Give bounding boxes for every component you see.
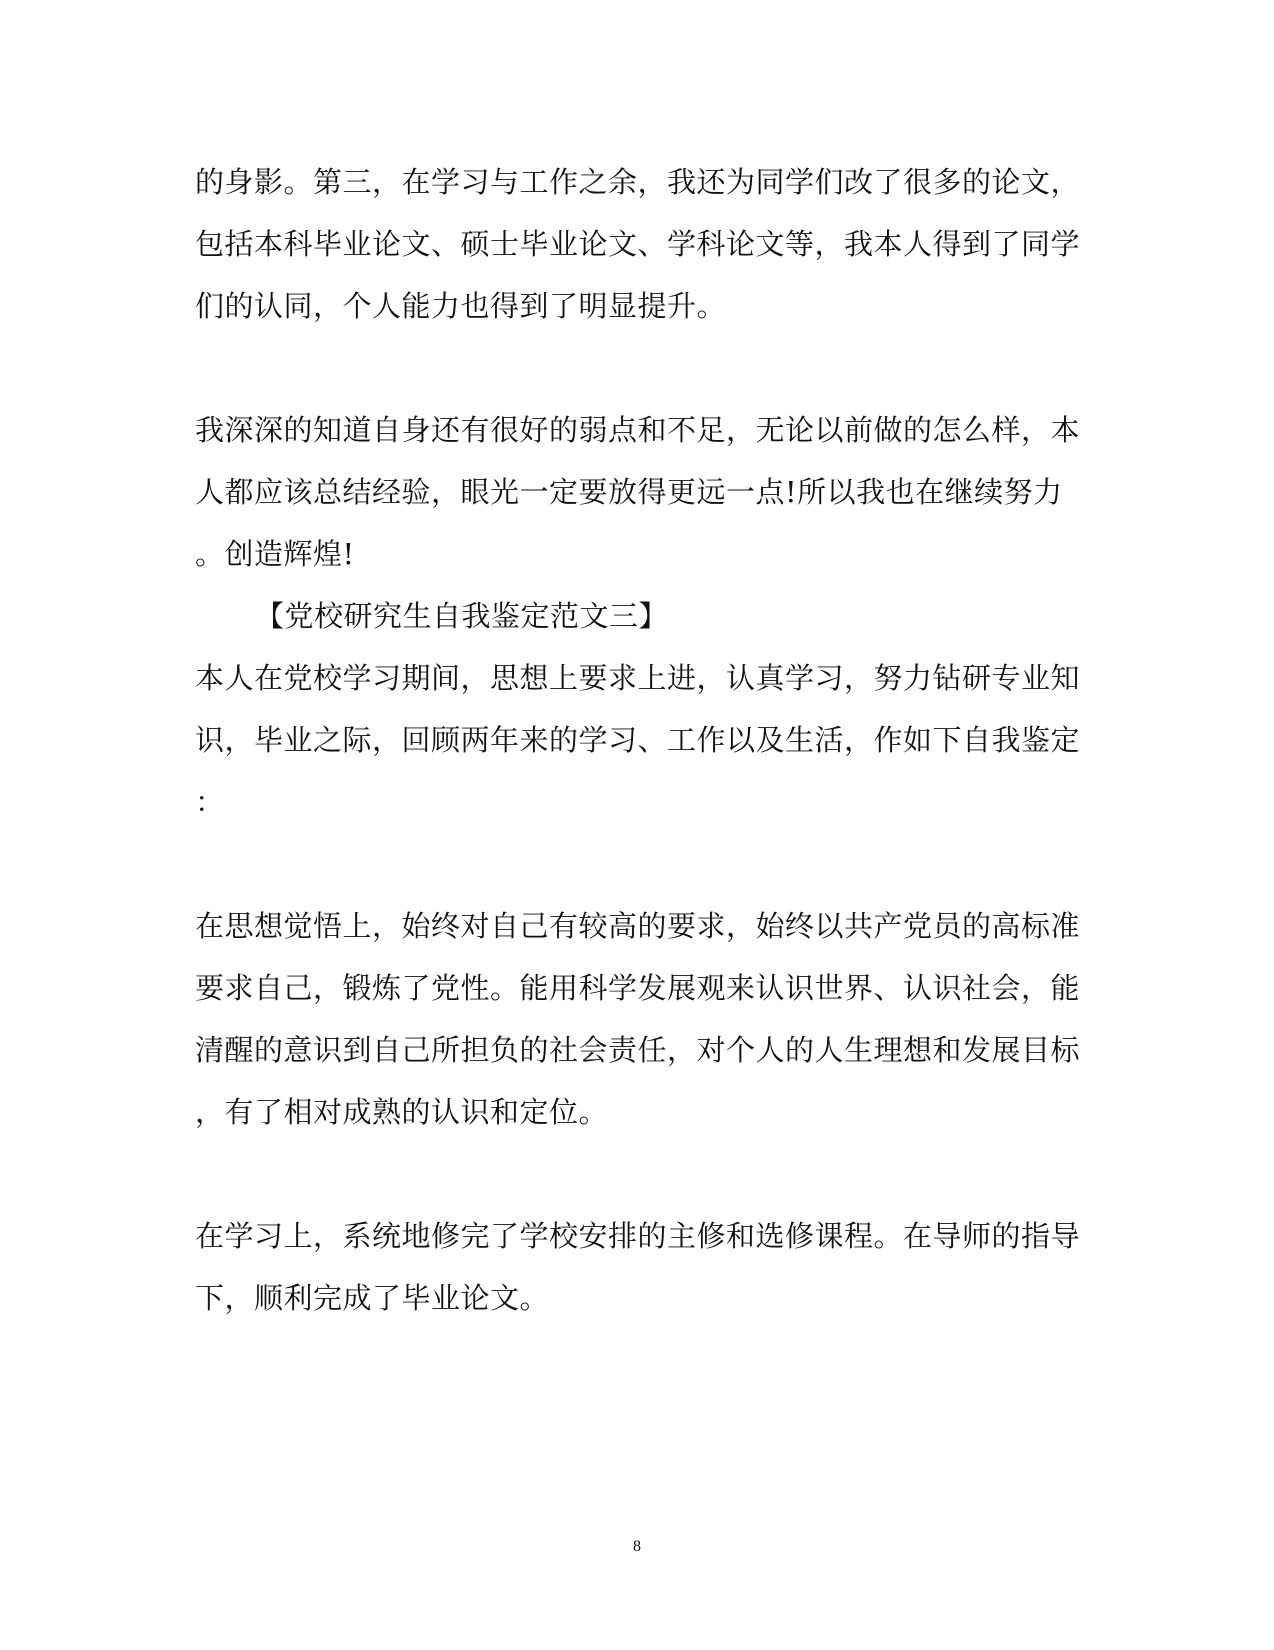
text-line: 的身影。第三，在学习与工作之余，我还为同学们改了很多的论文，: [195, 165, 1081, 199]
text-line: 我深深的知道自身还有很好的弱点和不足，无论以前做的怎么样，本: [195, 413, 1081, 447]
text-line: 识，毕业之际，回顾两年来的学习、工作以及生活，作如下自我鉴定: [195, 723, 1081, 757]
text-line: 在学习上，系统地修完了学校安排的主修和选修课程。在导师的指导: [195, 1219, 1081, 1253]
text-line: ：: [195, 785, 225, 819]
text-line: 下，顺利完成了毕业论文。: [195, 1281, 550, 1315]
text-line: 在思想觉悟上，始终对自己有较高的要求，始终以共产党员的高标准: [195, 909, 1081, 943]
text-line: 清醒的意识到自己所担负的社会责任，对个人的人生理想和发展目标: [195, 1033, 1081, 1067]
section-heading: 【党校研究生自我鉴定范文三】: [255, 599, 669, 633]
text-line: 本人在党校学习期间，思想上要求上进，认真学习，努力钻研专业知: [195, 661, 1081, 695]
page-number: 8: [633, 1538, 641, 1555]
text-line: 人都应该总结经验，眼光一定要放得更远一点!所以我也在继续努力: [195, 475, 1063, 509]
text-line: 们的认同，个人能力也得到了明显提升。: [195, 289, 727, 323]
text-line: 。创造辉煌!: [195, 537, 355, 571]
text-line: ，有了相对成熟的认识和定位。: [195, 1095, 609, 1129]
text-line: 包括本科毕业论文、硕士毕业论文、学科论文等，我本人得到了同学: [195, 227, 1081, 261]
text-line: 要求自己，锻炼了党性。能用科学发展观来认识世界、认识社会，能: [195, 971, 1081, 1005]
